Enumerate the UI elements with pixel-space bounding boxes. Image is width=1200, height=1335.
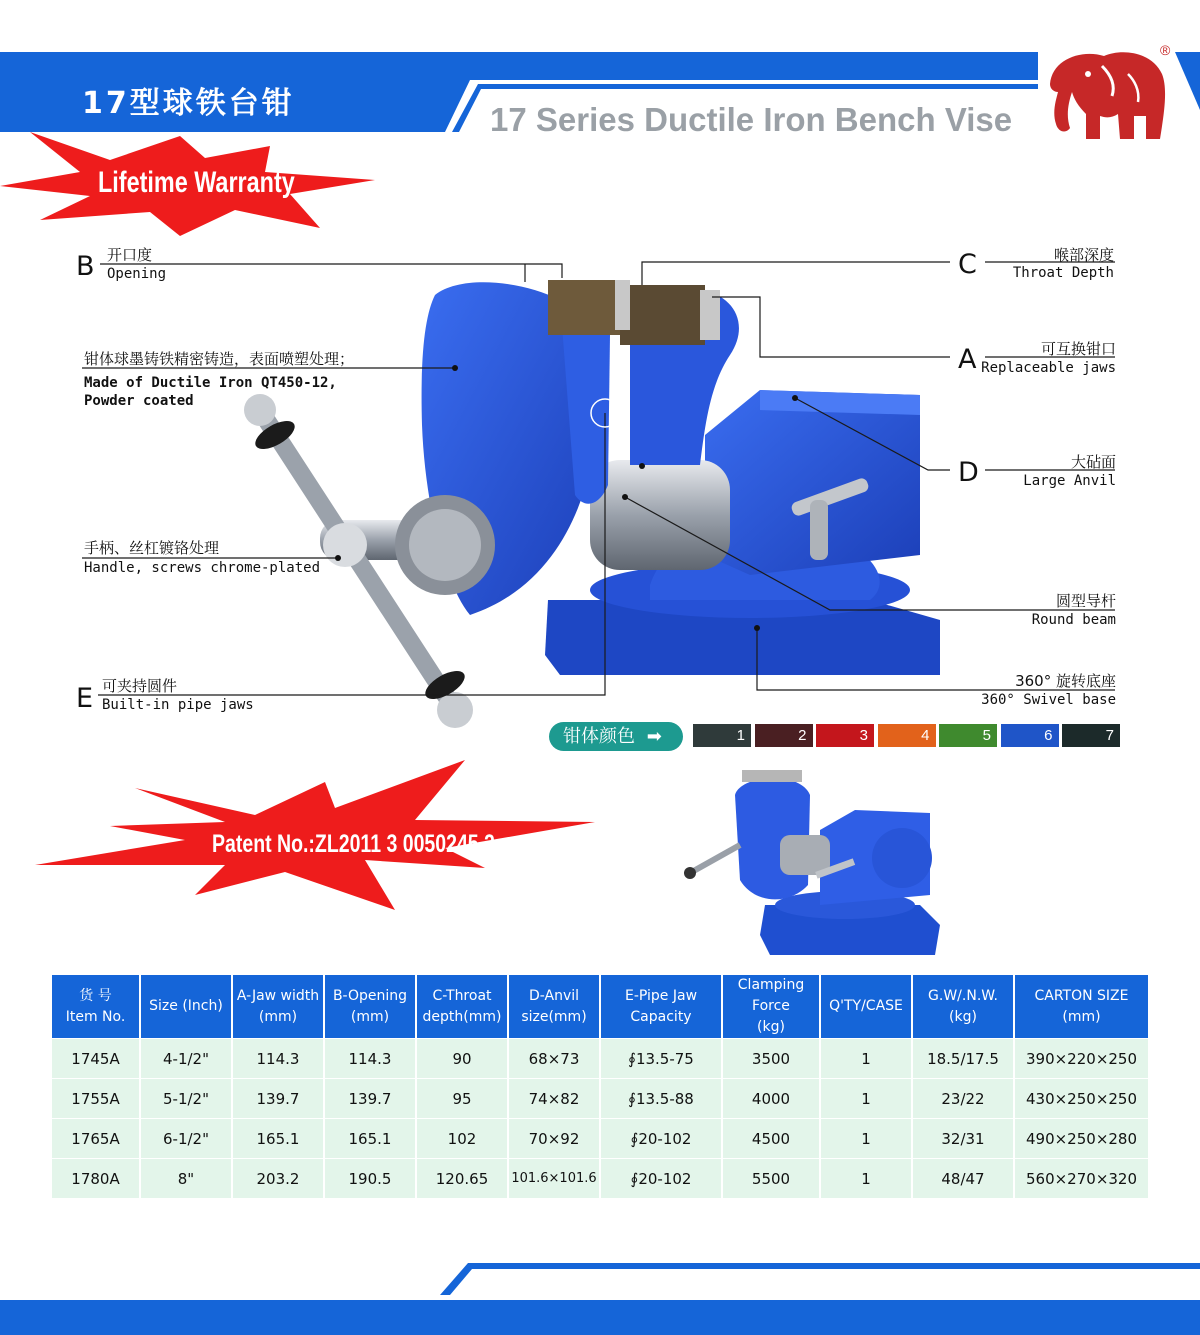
header-line: G.W/.N.W. xyxy=(928,987,998,1004)
table-header-cell xyxy=(820,975,912,1039)
table-cell: 139.7 xyxy=(324,1079,416,1119)
header-line: (kg) xyxy=(949,1008,977,1025)
callout-beam-en: Round beam xyxy=(1031,612,1116,628)
table-cell: 4-1/2" xyxy=(140,1039,232,1079)
header-line: C-Throat xyxy=(432,987,492,1004)
table-cell: 90 xyxy=(416,1039,508,1079)
callout-a-en: Replaceable jaws xyxy=(981,360,1116,376)
table-cell: 165.1 xyxy=(232,1119,324,1159)
callout-e-cn: 可夹持圆件 xyxy=(102,677,178,695)
callout-letter-c: C xyxy=(958,249,977,280)
header-line: Capacity xyxy=(630,1008,692,1025)
table-cell: 1 xyxy=(820,1079,912,1119)
table-cell: 114.3 xyxy=(232,1039,324,1079)
callout-material-en1: Made of Ductile Iron QT450-12, xyxy=(84,375,337,391)
callout-d-en: Large Anvil xyxy=(1023,473,1116,489)
callout-a-cn: 可互换钳口 xyxy=(1040,340,1116,358)
page-title-cn: 17型球铁台钳 xyxy=(82,86,295,121)
table-header-cell xyxy=(722,975,820,1039)
header-line: D-Anvil xyxy=(528,987,580,1004)
table-header-cell xyxy=(416,975,508,1039)
table-cell: 70×92 xyxy=(508,1119,600,1159)
table-cell: 101.6×101.6 xyxy=(508,1159,600,1199)
callout-material-cn: 钳体球墨铸铁精密铸造，表面喷塑处理； xyxy=(84,350,355,368)
table-row xyxy=(52,1039,1148,1079)
table-cell: 5-1/2" xyxy=(140,1079,232,1119)
table-cell: 1 xyxy=(820,1159,912,1199)
table-cell: 4500 xyxy=(722,1119,820,1159)
table-cell: 165.1 xyxy=(324,1119,416,1159)
color-chip: 4 xyxy=(878,724,936,747)
callout-e-en: Built-in pipe jaws xyxy=(102,697,254,713)
table-cell: 102 xyxy=(416,1119,508,1159)
table-cell: 4000 xyxy=(722,1079,820,1119)
table-row xyxy=(52,1119,1148,1159)
table-cell: 560×270×320 xyxy=(1014,1159,1148,1199)
table-cell: 1 xyxy=(820,1039,912,1079)
table-cell: 1755A xyxy=(52,1079,140,1119)
header-line: 货 号 xyxy=(79,987,112,1004)
callout-handle-en: Handle, screws chrome-plated xyxy=(84,560,321,576)
table-cell: ∮13.5-88 xyxy=(600,1079,722,1119)
callout-c-cn: 喉部深度 xyxy=(1053,246,1114,264)
table-header-cell xyxy=(600,975,722,1039)
table-cell: ∮20-102 xyxy=(600,1159,722,1199)
header-line: B-Opening xyxy=(332,987,408,1004)
table-cell: 203.2 xyxy=(232,1159,324,1199)
callout-handle-cn: 手柄、丝杠镀铬处理 xyxy=(84,539,220,557)
header-line: (mm) xyxy=(258,1008,298,1025)
vise-small-photo xyxy=(680,765,950,960)
body-color-label xyxy=(549,722,683,751)
header-line: (kg) xyxy=(757,1019,785,1035)
header-line: Item No. xyxy=(65,1008,126,1025)
footer-band xyxy=(0,1255,1200,1335)
header-line: size(mm) xyxy=(521,1008,587,1025)
table-cell: 32/31 xyxy=(912,1119,1014,1159)
table-cell: 1 xyxy=(820,1119,912,1159)
table-cell: 74×82 xyxy=(508,1079,600,1119)
color-chip: 6 xyxy=(1001,724,1059,747)
right-arrow-icon: ➡ xyxy=(646,726,662,747)
table-cell: 1780A xyxy=(52,1159,140,1199)
table-header-cell xyxy=(232,975,324,1039)
table-header-cell xyxy=(1014,975,1148,1039)
header-line: E-Pipe Jaw xyxy=(624,987,698,1004)
callout-letter-e: E xyxy=(76,683,94,714)
table-cell: 95 xyxy=(416,1079,508,1119)
callout-letter-d: D xyxy=(958,457,979,488)
table-cell: 490×250×280 xyxy=(1014,1119,1148,1159)
header-line: Size (Inch) xyxy=(149,998,223,1014)
table-header-cell xyxy=(912,975,1014,1039)
table-cell: 430×250×250 xyxy=(1014,1079,1148,1119)
table-header-cell xyxy=(52,975,140,1039)
header-line: depth(mm) xyxy=(422,1008,502,1025)
table-cell: 190.5 xyxy=(324,1159,416,1199)
page-title-en: 17 Series Ductile Iron Bench Vise xyxy=(490,101,1013,138)
color-chip: 5 xyxy=(939,724,997,747)
table-header-cell xyxy=(324,975,416,1039)
table-header-cell xyxy=(140,975,232,1039)
table-header-row xyxy=(52,975,1148,1039)
registered-mark: ® xyxy=(1160,42,1171,58)
header-line: Clamping Force xyxy=(737,977,805,1014)
color-chip: 1 xyxy=(693,724,751,747)
callout-b-cn: 开口度 xyxy=(107,246,153,264)
table-cell: 23/22 xyxy=(912,1079,1014,1119)
table-cell: 139.7 xyxy=(232,1079,324,1119)
callout-d-cn: 大砧面 xyxy=(1070,453,1116,471)
table-cell: 68×73 xyxy=(508,1039,600,1079)
color-chip: 3 xyxy=(816,724,874,747)
table-header-cell xyxy=(508,975,600,1039)
warranty-text: Lifetime Warranty xyxy=(98,166,295,199)
table-cell: 114.3 xyxy=(324,1039,416,1079)
table-body xyxy=(52,1039,1148,1199)
table-row xyxy=(52,1079,1148,1119)
callout-c-en: Throat Depth xyxy=(1012,265,1114,281)
header-line: (mm) xyxy=(350,1008,390,1025)
table-cell: 48/47 xyxy=(912,1159,1014,1199)
header-line: CARTON SIZE xyxy=(1034,987,1129,1004)
callout-material-en2: Powder coated xyxy=(84,393,194,409)
table-cell: 1745A xyxy=(52,1039,140,1079)
table-cell: 1765A xyxy=(52,1119,140,1159)
table-cell: 18.5/17.5 xyxy=(912,1039,1014,1079)
table-cell: 120.65 xyxy=(416,1159,508,1199)
table-row xyxy=(52,1159,1148,1199)
patent-text: Patent No.:ZL2011 3 0050245.2 xyxy=(212,830,495,858)
spec-table xyxy=(52,975,1148,1198)
table-cell: 5500 xyxy=(722,1159,820,1199)
table-cell: 3500 xyxy=(722,1039,820,1079)
callout-beam-cn: 圆型导杆 xyxy=(1055,592,1116,610)
color-chip: 7 xyxy=(1062,724,1120,747)
header-line: A-Jaw width xyxy=(236,987,320,1004)
body-color-label-text: 钳体颜色 xyxy=(563,726,635,747)
header-line: (mm) xyxy=(1062,1008,1101,1025)
callout-swivel-cn: 360° 旋转底座 xyxy=(1015,672,1116,690)
callout-swivel-en: 360° Swivel base xyxy=(981,692,1116,708)
callout-letter-b: B xyxy=(76,251,95,282)
table-cell: 6-1/2" xyxy=(140,1119,232,1159)
color-chip: 2 xyxy=(755,724,813,747)
table-cell: 8" xyxy=(140,1159,232,1199)
table-cell: 390×220×250 xyxy=(1014,1039,1148,1079)
callout-letter-a: A xyxy=(958,344,977,375)
header-line: Q'TY/CASE xyxy=(829,998,903,1014)
callout-b-en: Opening xyxy=(107,266,167,282)
table-cell: ∮20-102 xyxy=(600,1119,722,1159)
table-cell: ∮13.5-75 xyxy=(600,1039,722,1079)
